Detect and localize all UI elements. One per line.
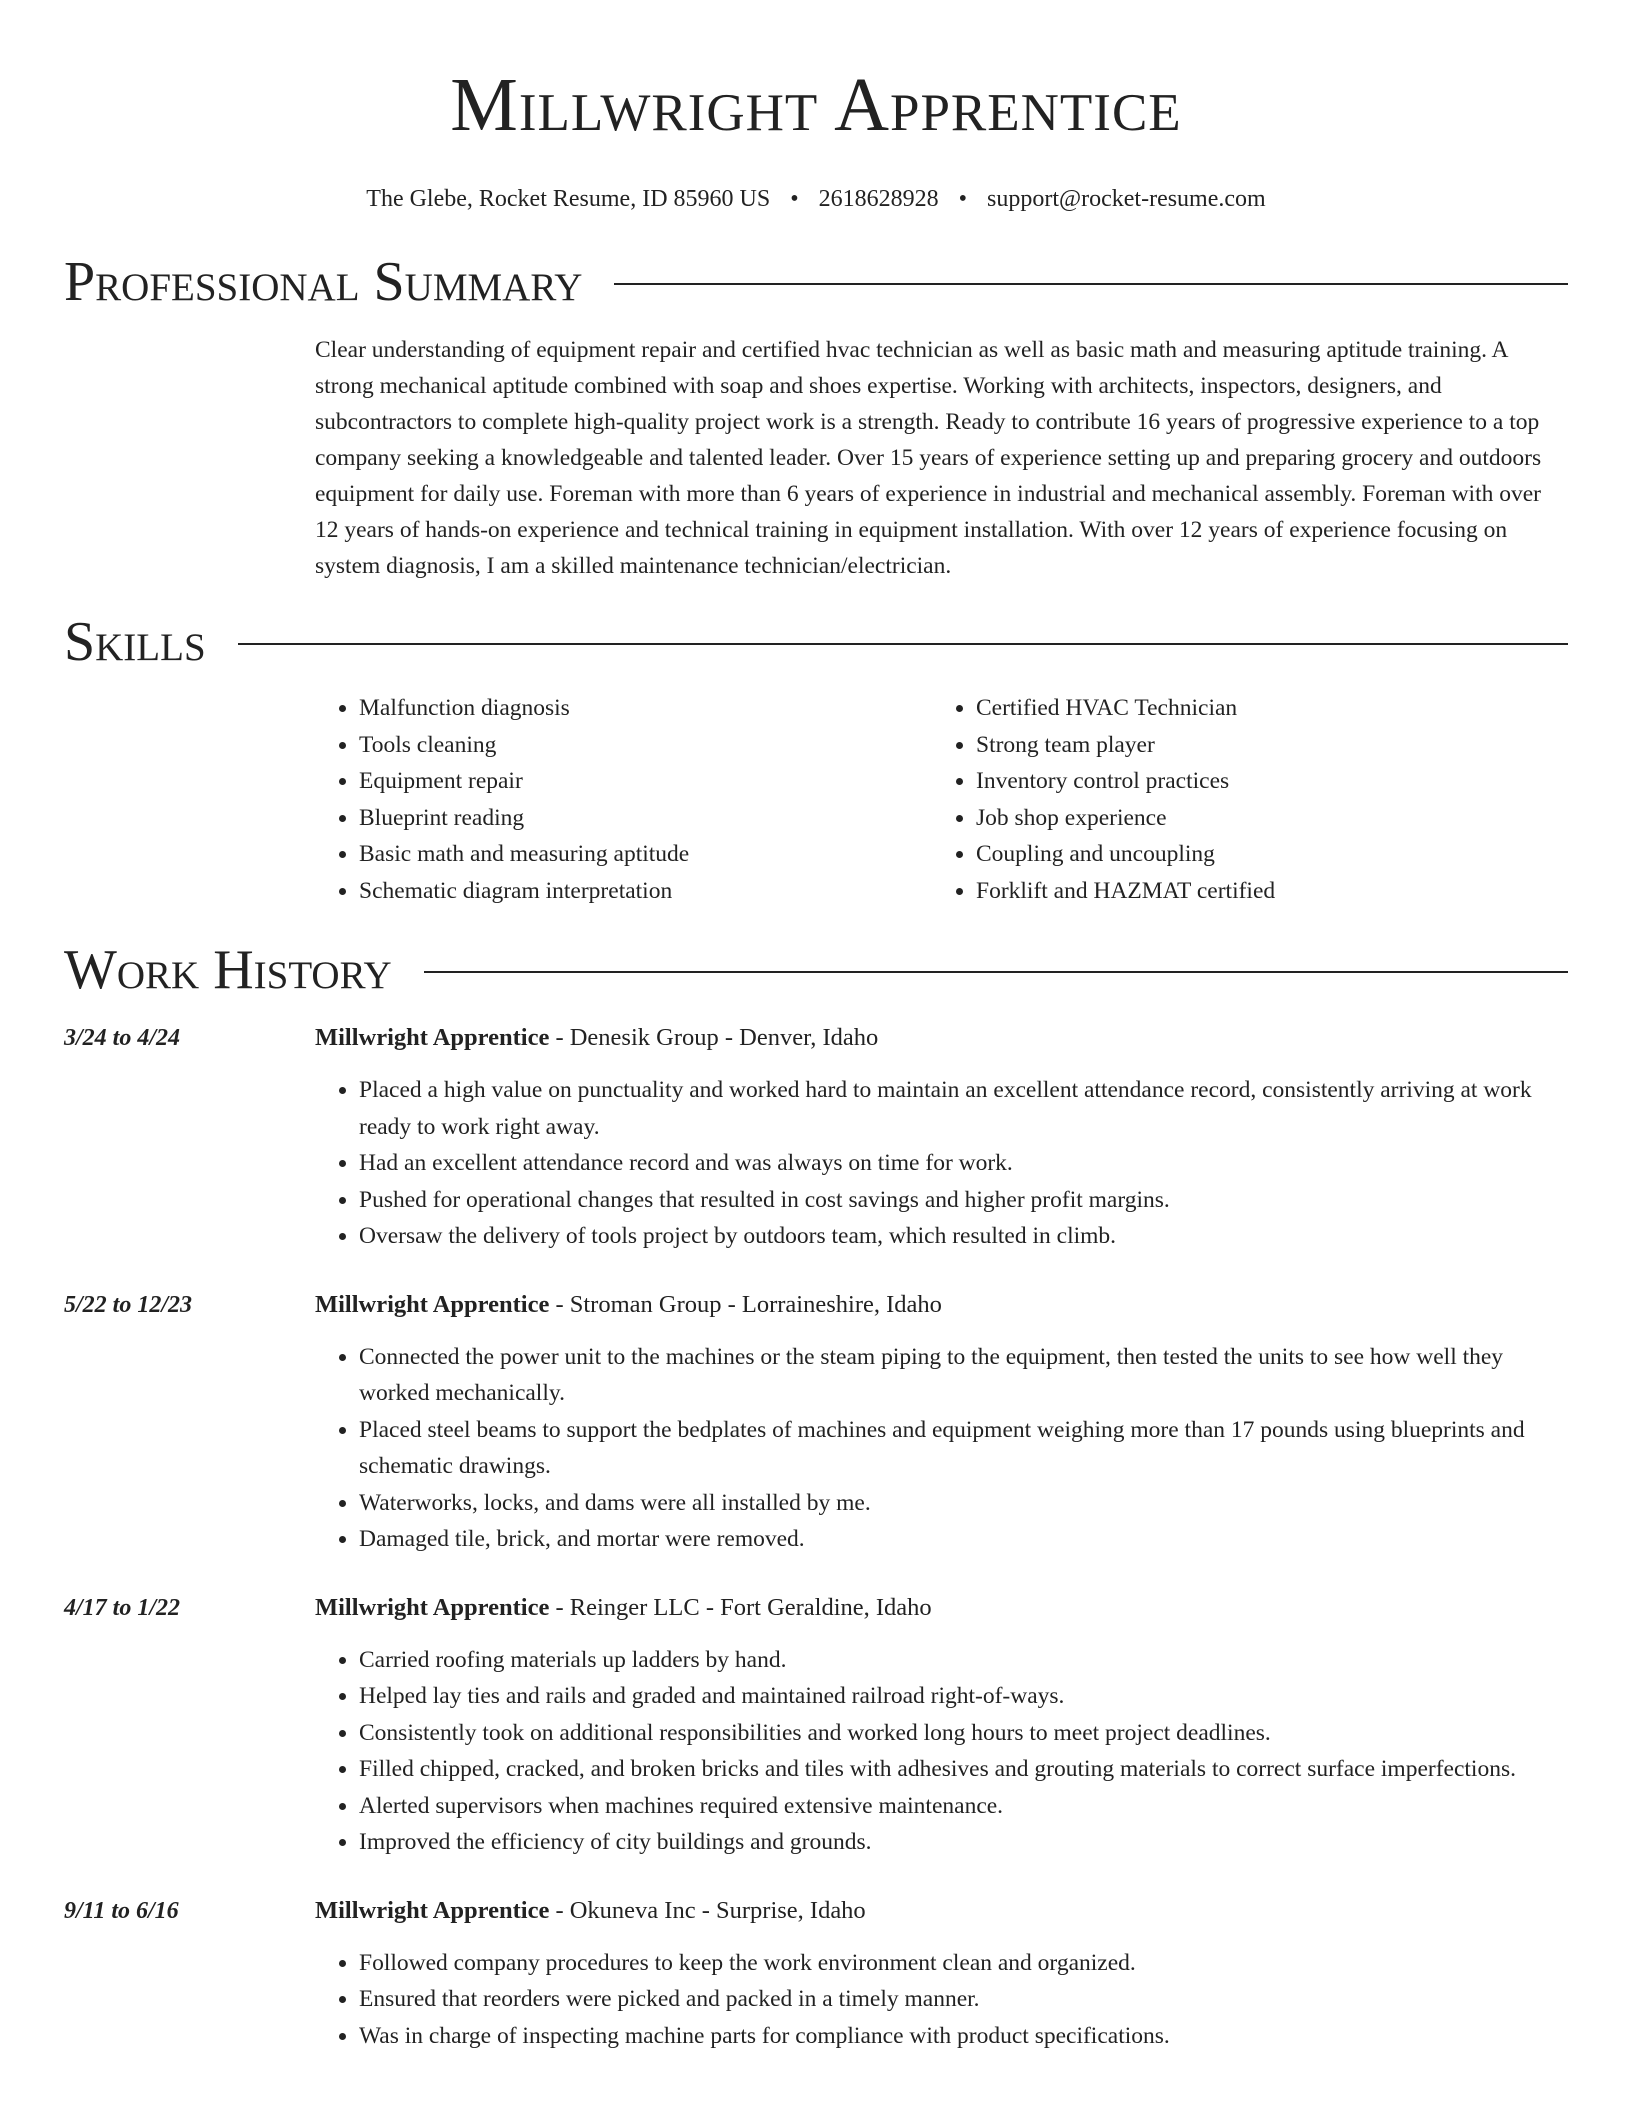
job-body	[315, 1287, 1558, 1558]
job-entry	[64, 1893, 1568, 2055]
job-bullet: • Helped lay ties and rails and graded and maintained railroad right-of-ways.	[359, 1678, 1558, 1715]
work-history-section	[64, 940, 1568, 2054]
job-heading	[315, 1287, 1558, 1323]
job-bullet: • Pushed for operational changes that resulted in cost savings and higher profit margins.	[359, 1182, 1558, 1219]
section-divider	[424, 971, 1568, 973]
summary-section	[64, 252, 1568, 584]
job-title: Millwright Apprentice	[315, 1593, 550, 1621]
job-body	[315, 1020, 1558, 1255]
contact-phone: 2618628928	[818, 186, 939, 212]
job-bullet: • Carried roofing materials up ladders by hand.	[359, 1642, 1558, 1679]
contact-separator: •	[790, 186, 799, 212]
skill-item: • Equipment repair	[359, 763, 932, 800]
job-details: - Stroman Group - Lorraineshire, Idaho	[549, 1290, 942, 1318]
skill-item: • Certified HVAC Technician	[976, 690, 1549, 727]
section-divider	[614, 283, 1568, 285]
skill-item: • Blueprint reading	[359, 800, 932, 837]
skill-item: • Tools cleaning	[359, 727, 932, 764]
job-bullet: • Waterworks, locks, and dams were all installed by me.	[359, 1485, 1558, 1522]
contact-separator: •	[958, 186, 968, 212]
skill-item: • Job shop experience	[976, 800, 1549, 837]
section-title-summary: Professional Summary	[64, 251, 583, 313]
job-bullets	[315, 1072, 1558, 1255]
job-dates: 9/11 to 6/16	[64, 1897, 179, 1924]
job-dates: 4/17 to 1/22	[64, 1594, 181, 1621]
skills-column-left	[315, 690, 932, 909]
job-bullet: • Consistently took on additional responsibilities and worked long hours to meet project deadlines.	[359, 1715, 1558, 1752]
section-divider	[238, 643, 1568, 645]
job-bullet: • Alerted supervisors when machines required extensive maintenance.	[359, 1788, 1558, 1825]
resume-header	[0, 0, 1632, 214]
job-bullet: • Ensured that reorders were picked and packed in a timely manner.	[359, 1981, 1558, 2018]
job-entry	[64, 1590, 1568, 1861]
job-bullet: • Followed company procedures to keep the work environment clean and organized.	[359, 1945, 1558, 1982]
job-dates: 5/22 to 12/23	[64, 1291, 193, 1318]
summary-text: Clear understanding of equipment repair and certified hvac technician as well as basic math and measuring aptitude training. A strong mechanical aptitude combined with soap and shoes expertise. Working with architects, inspectors, designers, and subcontractors to complete high-quality project work is a strength. Ready to contribute 16 years of progressive experience to a top company seeking a knowledgeable and talented leader. Over 15 years of experience setting up and preparing grocery and outdoors equipment for daily use. Foreman with more than 6 years of experience in industrial and mechanical assembly. Foreman with over 12 years of hands-on experience and technical training in equipment installation. With over 12 years of experience focusing on system diagnosis, I am a skilled maintenance technician/electrician.	[315, 337, 1542, 579]
job-bullet: • Filled chipped, cracked, and broken bricks and tiles with adhesives and grouting materials to correct surface imperfections.	[359, 1751, 1558, 1788]
job-heading	[315, 1590, 1558, 1626]
contact-email: support@rocket-resume.com	[987, 186, 1266, 212]
job-bullet: • Oversaw the delivery of tools project by outdoors team, which resulted in climb.	[359, 1218, 1558, 1255]
skills-section	[64, 612, 1568, 909]
skills-list	[315, 690, 1558, 909]
candidate-name: Millwright Apprentice	[450, 63, 1182, 147]
skill-item: • Basic math and measuring aptitude	[359, 836, 932, 873]
skill-item: • Malfunction diagnosis	[359, 690, 932, 727]
job-bullet: • Placed a high value on punctuality and worked hard to maintain an excellent attendance record, consistently arriving at work ready to work right away.	[359, 1072, 1558, 1145]
section-header	[64, 612, 1568, 672]
job-bullet: • Placed steel beams to support the bedplates of machines and equipment weighing more than 17 pounds using blueprints and schematic drawings.	[359, 1412, 1558, 1485]
skill-item: • Inventory control practices	[976, 763, 1549, 800]
job-bullet: • Improved the efficiency of city buildings and grounds.	[359, 1824, 1558, 1861]
section-header	[64, 252, 1568, 312]
job-title: Millwright Apprentice	[315, 1896, 550, 1924]
job-body	[315, 1590, 1558, 1861]
skill-item: • Schematic diagram interpretation	[359, 873, 932, 910]
job-bullet: • Had an excellent attendance record and was always on time for work.	[359, 1145, 1558, 1182]
job-entry	[64, 1287, 1568, 1558]
job-bullet: • Damaged tile, brick, and mortar were removed.	[359, 1521, 1558, 1558]
skills-column-right	[932, 690, 1549, 909]
job-details: - Okuneva Inc - Surprise, Idaho	[549, 1896, 866, 1924]
job-bullet: • Connected the power unit to the machines or the steam piping to the equipment, then tested the units to see how well they worked mechanically.	[359, 1339, 1558, 1412]
job-title: Millwright Apprentice	[315, 1024, 550, 1051]
contact-line	[0, 184, 1632, 214]
contact-address: The Glebe, Rocket Resume, ID 85960 US	[366, 186, 771, 212]
skill-item: • Coupling and uncoupling	[976, 836, 1549, 873]
job-body	[315, 1893, 1558, 2055]
skill-item: • Strong team player	[976, 727, 1549, 764]
section-header	[64, 940, 1568, 1000]
job-bullet: • Was in charge of inspecting machine parts for compliance with product specifications.	[359, 2018, 1558, 2055]
job-title: Millwright Apprentice	[315, 1290, 550, 1318]
job-bullets	[315, 1642, 1558, 1861]
summary-content	[315, 332, 1558, 584]
section-title-skills: Skills	[64, 611, 206, 673]
job-details: - Reinger LLC - Fort Geraldine, Idaho	[549, 1593, 932, 1621]
skill-item: • Forklift and HAZMAT certified	[976, 873, 1549, 910]
job-entry	[64, 1020, 1568, 1255]
job-dates: 3/24 to 4/24	[64, 1025, 181, 1051]
job-bullets	[315, 1339, 1558, 1558]
section-title-work-history: Work History	[64, 939, 392, 1001]
job-bullets	[315, 1945, 1558, 2055]
job-details: - Denesik Group - Denver, Idaho	[549, 1024, 879, 1051]
job-heading	[315, 1893, 1558, 1929]
job-heading	[315, 1020, 1558, 1056]
